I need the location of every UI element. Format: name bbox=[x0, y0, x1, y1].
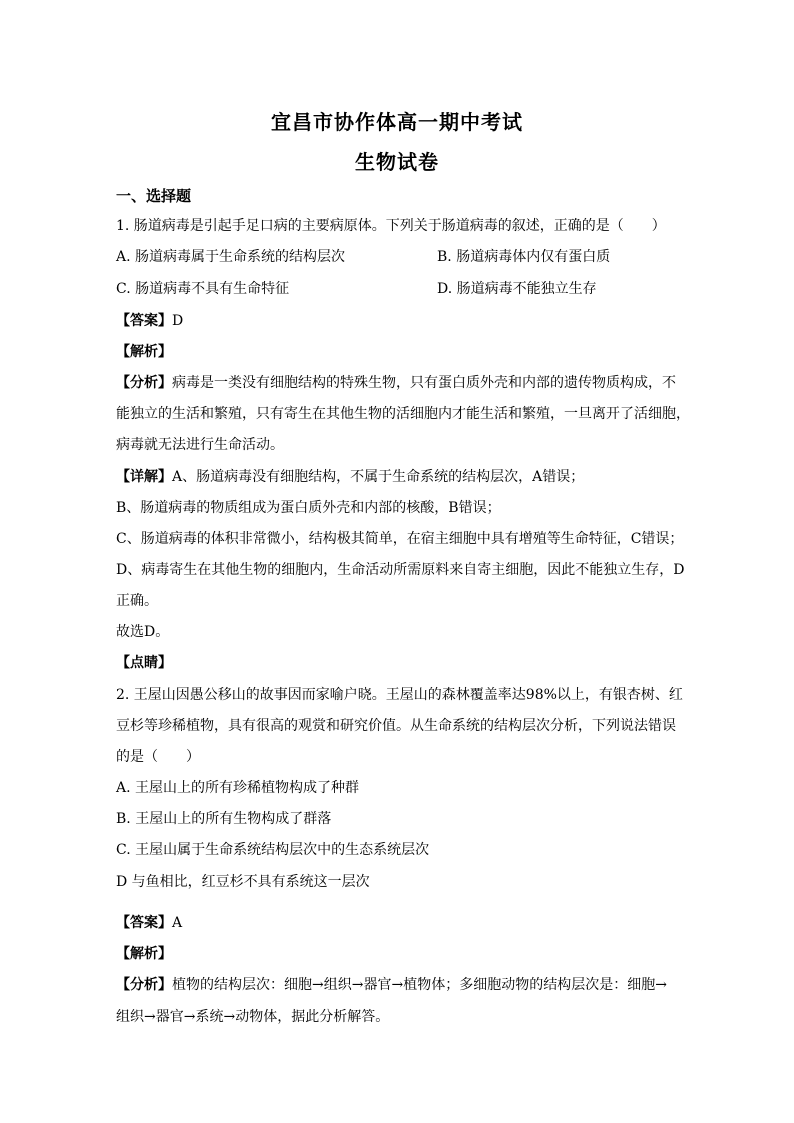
q2-fenxi bbox=[116, 975, 667, 995]
exam-title: 宜昌市协作体高一期中考试 bbox=[271, 110, 523, 134]
q2-option-d: D 与鱼相比，红豆杉不具有系统这一层次 bbox=[116, 874, 370, 890]
q1-answer bbox=[116, 311, 183, 331]
q1-xiangjie bbox=[116, 467, 584, 487]
q2-option-b: B. 王屋山上的所有生物构成了群落 bbox=[116, 811, 332, 827]
q1-answer-value: D bbox=[172, 313, 184, 329]
q1-dianjing-label: 【点睛】 bbox=[116, 655, 172, 671]
q2-answer bbox=[116, 913, 182, 933]
q1-fenxi-line-1: 病毒是一类没有细胞结构的特殊生物，只有蛋白质外壳和内部的遗传物质构成，不 bbox=[172, 375, 676, 391]
q1-answer-label: 【答案】 bbox=[116, 313, 172, 329]
q1-option-a: A. 肠道病毒属于生命系统的结构层次 bbox=[116, 249, 346, 265]
q1-xiangjie-a: A、肠道病毒没有细胞结构，不属于生命系统的结构层次，A错误； bbox=[172, 469, 585, 485]
q2-answer-value: A bbox=[172, 915, 183, 931]
q2-option-a: A. 王屋山上的所有珍稀植物构成了种群 bbox=[116, 780, 360, 796]
q1-stem: 1. 肠道病毒是引起手足口病的主要病原体。下列关于肠道病毒的叙述，正确的是（ ） bbox=[116, 218, 666, 234]
q1-xiangjie-label: 【详解】 bbox=[116, 469, 172, 485]
q2-analysis-label: 【解析】 bbox=[116, 946, 172, 962]
exam-subtitle: 生物试卷 bbox=[355, 150, 439, 174]
q2-answer-label: 【答案】 bbox=[116, 915, 172, 931]
q2-stem-3: 的是（ ） bbox=[116, 749, 200, 765]
q1-fenxi bbox=[116, 373, 676, 393]
q1-xiangjie-d1: D、病毒寄生在其他生物的细胞内，生命活动所需原料来自寄主细胞，因此不能独立生存，D bbox=[116, 562, 685, 578]
section-heading: 一、选择题 bbox=[116, 187, 192, 205]
q1-fenxi-line-3: 病毒就无法进行生命活动。 bbox=[116, 437, 284, 453]
q1-xiangjie-d2: 正确。 bbox=[116, 593, 158, 609]
q1-analysis-label: 【解析】 bbox=[116, 344, 172, 360]
q1-option-c: C. 肠道病毒不具有生命特征 bbox=[116, 281, 290, 297]
q2-fenxi-line-1: 植物的结构层次：细胞→组织→器官→植物体；多细胞动物的结构层次是：细胞→ bbox=[172, 977, 667, 993]
q1-option-b: B. 肠道病毒体内仅有蛋白质 bbox=[437, 249, 611, 265]
q1-xiangjie-b: B、肠道病毒的物质组成为蛋白质外壳和内部的核酸，B错误； bbox=[116, 500, 501, 516]
q2-stem-2: 豆杉等珍稀植物，具有很高的观赏和研究价值。从生命系统的结构层次分析，下列说法错误 bbox=[116, 718, 676, 734]
q2-stem-1: 2. 王屋山因愚公移山的故事因而家喻户晓。王屋山的森林覆盖率达98%以上，有银杏树、红 bbox=[116, 687, 683, 703]
q2-fenxi-line-2: 组织→器官→系统→动物体，据此分析解答。 bbox=[116, 1009, 390, 1025]
q1-fenxi-line-2: 能独立的生活和繁殖，只有寄生在其他生物的活细胞内才能生活和繁殖，一旦离开了活细胞， bbox=[116, 406, 690, 422]
q1-conclusion: 故选D。 bbox=[116, 624, 170, 640]
q1-option-d: D. 肠道病毒不能独立生存 bbox=[437, 281, 597, 297]
q2-option-c: C. 王屋山属于生命系统结构层次中的生态系统层次 bbox=[116, 842, 430, 858]
q1-xiangjie-c: C、肠道病毒的体积非常微小，结构极其简单，在宿主细胞中具有增殖等生命特征，C错误； bbox=[116, 531, 684, 547]
q1-fenxi-label: 【分析】 bbox=[116, 375, 172, 391]
q2-fenxi-label: 【分析】 bbox=[116, 977, 172, 993]
